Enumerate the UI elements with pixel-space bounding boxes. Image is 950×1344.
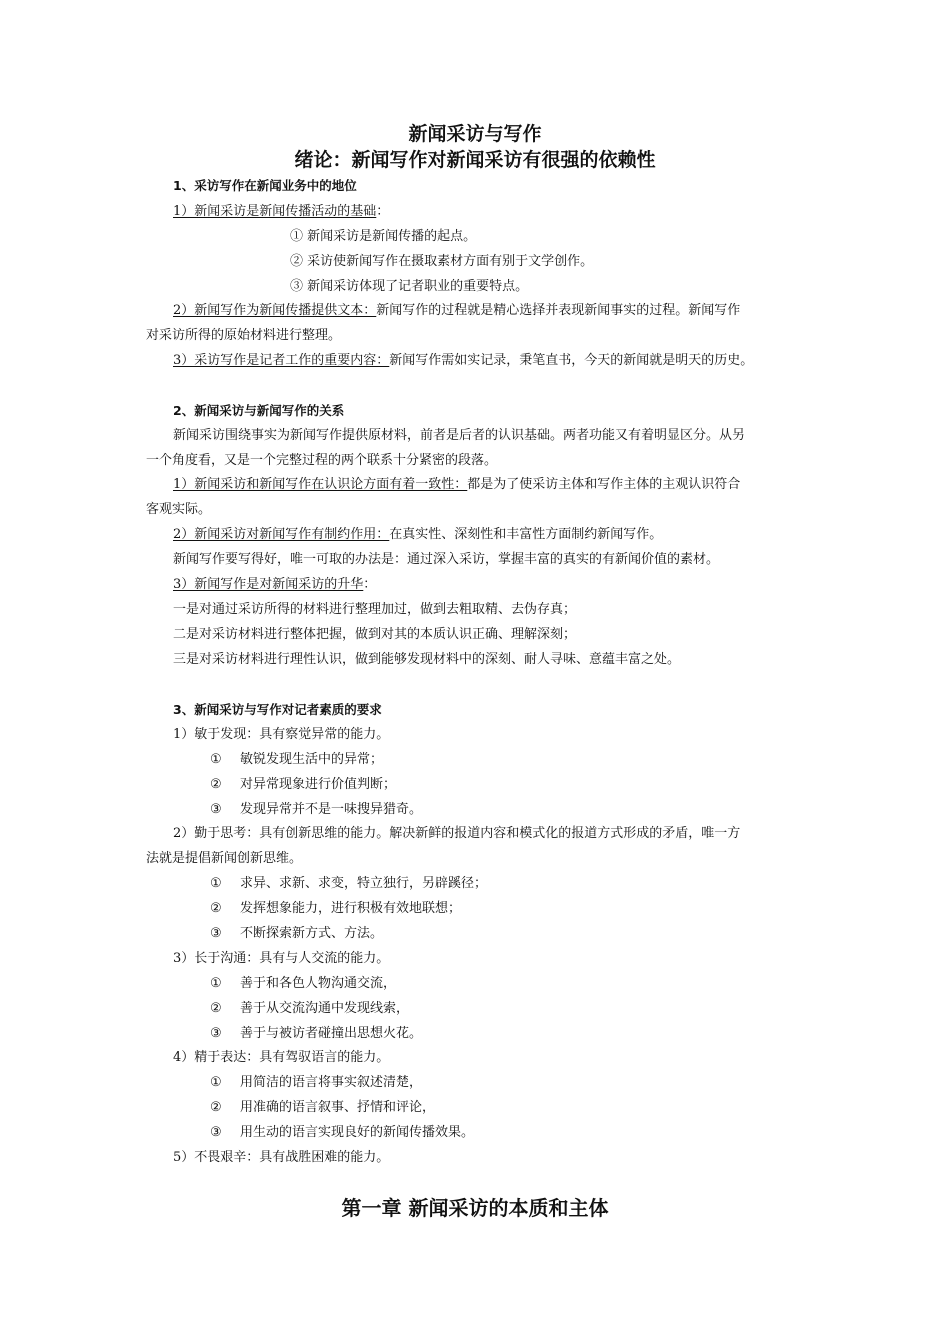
s3-req-1-item-3 (210, 802, 422, 818)
s2-point-3-colon: ： (363, 577, 377, 592)
s3-req-3-item-2 (210, 1001, 409, 1017)
document-subtitle: 绪论：新闻写作对新闻采访有很强的依赖性 (294, 149, 656, 171)
item-marker: ② (210, 1001, 222, 1016)
s3-req-4: 4）精于表达：具有驾驭语言的能力。 (173, 1050, 390, 1065)
s3-req-4-item-3 (210, 1125, 474, 1141)
item-text: 对异常现象进行价值判断； (240, 777, 397, 792)
s3-req-3-item-3 (210, 1026, 422, 1042)
section-1-heading: 1、采访写作在新闻业务中的地位 (173, 178, 357, 193)
s3-req-2-item-3 (210, 926, 383, 942)
s3-req-1: 1）敏于发现：具有察觉异常的能力。 (173, 727, 390, 742)
s2-intro-line-1: 新闻采访围绕事实为新闻写作提供原材料，前者是后者的认识基础。两者功能又有着明显区分。从另 (173, 428, 746, 443)
s1-point-1-colon: ： (376, 204, 390, 219)
s3-req-3-item-1 (210, 976, 396, 992)
s1-item-3: ③ 新闻采访体现了记者职业的重要特点。 (290, 279, 529, 294)
section-2-heading: 2、新闻采访与新闻写作的关系 (173, 403, 345, 418)
s1-point-2-label: 2）新闻写作为新闻传播提供文本： (173, 303, 377, 318)
s1-point-3-text: 新闻写作需如实记录，秉笔直书，今天的新闻就是明天的历史。 (389, 353, 754, 368)
s3-req-1-item-1 (210, 752, 383, 768)
s3-req-2-item-1 (210, 876, 487, 892)
item-marker: ② (210, 901, 222, 916)
s1-point-2 (173, 303, 740, 319)
s2-point-2-label: 2）新闻采访对新闻写作有制约作用： (173, 527, 390, 542)
item-text: 善于和各色人物沟通交流， (240, 976, 397, 991)
s1-item-2: ② 采访使新闻写作在摄取素材方面有别于文学创作。 (290, 254, 594, 269)
item-text: 善于与被访者碰撞出思想火花。 (240, 1026, 423, 1041)
item-text: 求异、求新、求变，特立独行，另辟蹊径； (240, 876, 488, 891)
s1-point-3 (173, 353, 753, 369)
item-marker: ① (210, 1075, 222, 1090)
item-marker: ② (210, 777, 222, 792)
s3-req-1-item-2 (210, 777, 396, 793)
s3-req-4-item-2 (210, 1100, 435, 1116)
s2-item-2: 二是对采访材料进行整体把握，做到对其的本质认识正确、理解深刻； (173, 627, 577, 642)
chapter-heading: 第一章 新闻采访的本质和主体 (341, 1196, 609, 1220)
s1-item-1: ① 新闻采访是新闻传播的起点。 (290, 229, 477, 244)
s3-req-2-line-2: 法就是提倡新闻创新思维。 (146, 851, 303, 866)
item-marker: ② (210, 1100, 222, 1115)
item-text: 用准确的语言叙事、抒情和评论， (240, 1100, 436, 1115)
s2-point-1-label: 1）新闻采访和新闻写作在认识论方面有着一致性： (173, 477, 468, 492)
item-marker: ③ (210, 1026, 222, 1041)
s1-point-1 (173, 204, 389, 220)
s3-req-4-item-1 (210, 1075, 422, 1091)
item-marker: ③ (210, 926, 222, 941)
item-marker: ③ (210, 1125, 222, 1140)
item-text: 发现异常并不是一味搜异猎奇。 (240, 802, 423, 817)
s2-point-3 (173, 577, 376, 593)
s3-req-3: 3）长于沟通：具有与人交流的能力。 (173, 951, 390, 966)
s3-req-2-line-1: 2）勤于思考：具有创新思维的能力。解决新鲜的报道内容和模式化的报道方式形成的矛盾，唯一方 (173, 826, 741, 841)
s2-point-3-label: 3）新闻写作是对新闻采访的升华 (173, 577, 364, 592)
s2-point-1-cont: 客观实际。 (146, 502, 212, 517)
s2-point-1-text: 都是为了使采访主体和写作主体的主观认识符合 (467, 477, 741, 492)
s1-point-3-label: 3）采访写作是记者工作的重要内容： (173, 353, 390, 368)
section-3-heading: 3、新闻采访与写作对记者素质的要求 (173, 702, 382, 717)
s1-point-1-label: 1）新闻采访是新闻传播活动的基础 (173, 204, 377, 219)
s2-point-2 (173, 527, 662, 543)
item-text: 善于从交流沟通中发现线索， (240, 1001, 410, 1016)
s2-intro-line-2: 一个角度看，又是一个完整过程的两个联系十分紧密的段落。 (146, 453, 498, 468)
item-text: 发挥想象能力，进行积极有效地联想； (240, 901, 462, 916)
item-text: 不断探索新方式、方法。 (240, 926, 384, 941)
item-marker: ① (210, 876, 222, 891)
s2-item-1: 一是对通过采访所得的材料进行整理加过，做到去粗取精、去伪存真； (173, 602, 577, 617)
item-marker: ① (210, 752, 222, 767)
s2-point-2-extra: 新闻写作要写得好，唯一可取的办法是：通过深入采访，掌握丰富的真实的有新闻价值的素材。 (173, 552, 720, 567)
document-title: 新闻采访与写作 (408, 123, 542, 145)
s1-point-2-text: 新闻写作的过程就是精心选择并表现新闻事实的过程。新闻写作 (376, 303, 741, 318)
item-marker: ① (210, 976, 222, 991)
item-marker: ③ (210, 802, 222, 817)
s3-req-5: 5）不畏艰辛：具有战胜困难的能力。 (173, 1150, 390, 1165)
item-text: 用简洁的语言将事实叙述清楚， (240, 1075, 423, 1090)
s1-point-2-cont: 对采访所得的原始材料进行整理。 (146, 328, 342, 343)
s3-req-2-item-2 (210, 901, 461, 917)
s2-point-2-text: 在真实性、深刻性和丰富性方面制约新闻写作。 (389, 527, 663, 542)
item-text: 用生动的语言实现良好的新闻传播效果。 (240, 1125, 475, 1140)
item-text: 敏锐发现生活中的异常； (240, 752, 384, 767)
s2-item-3: 三是对采访材料进行理性认识，做到能够发现材料中的深刻、耐人寻味、意蕴丰富之处。 (173, 652, 681, 667)
s2-point-1 (173, 477, 740, 493)
